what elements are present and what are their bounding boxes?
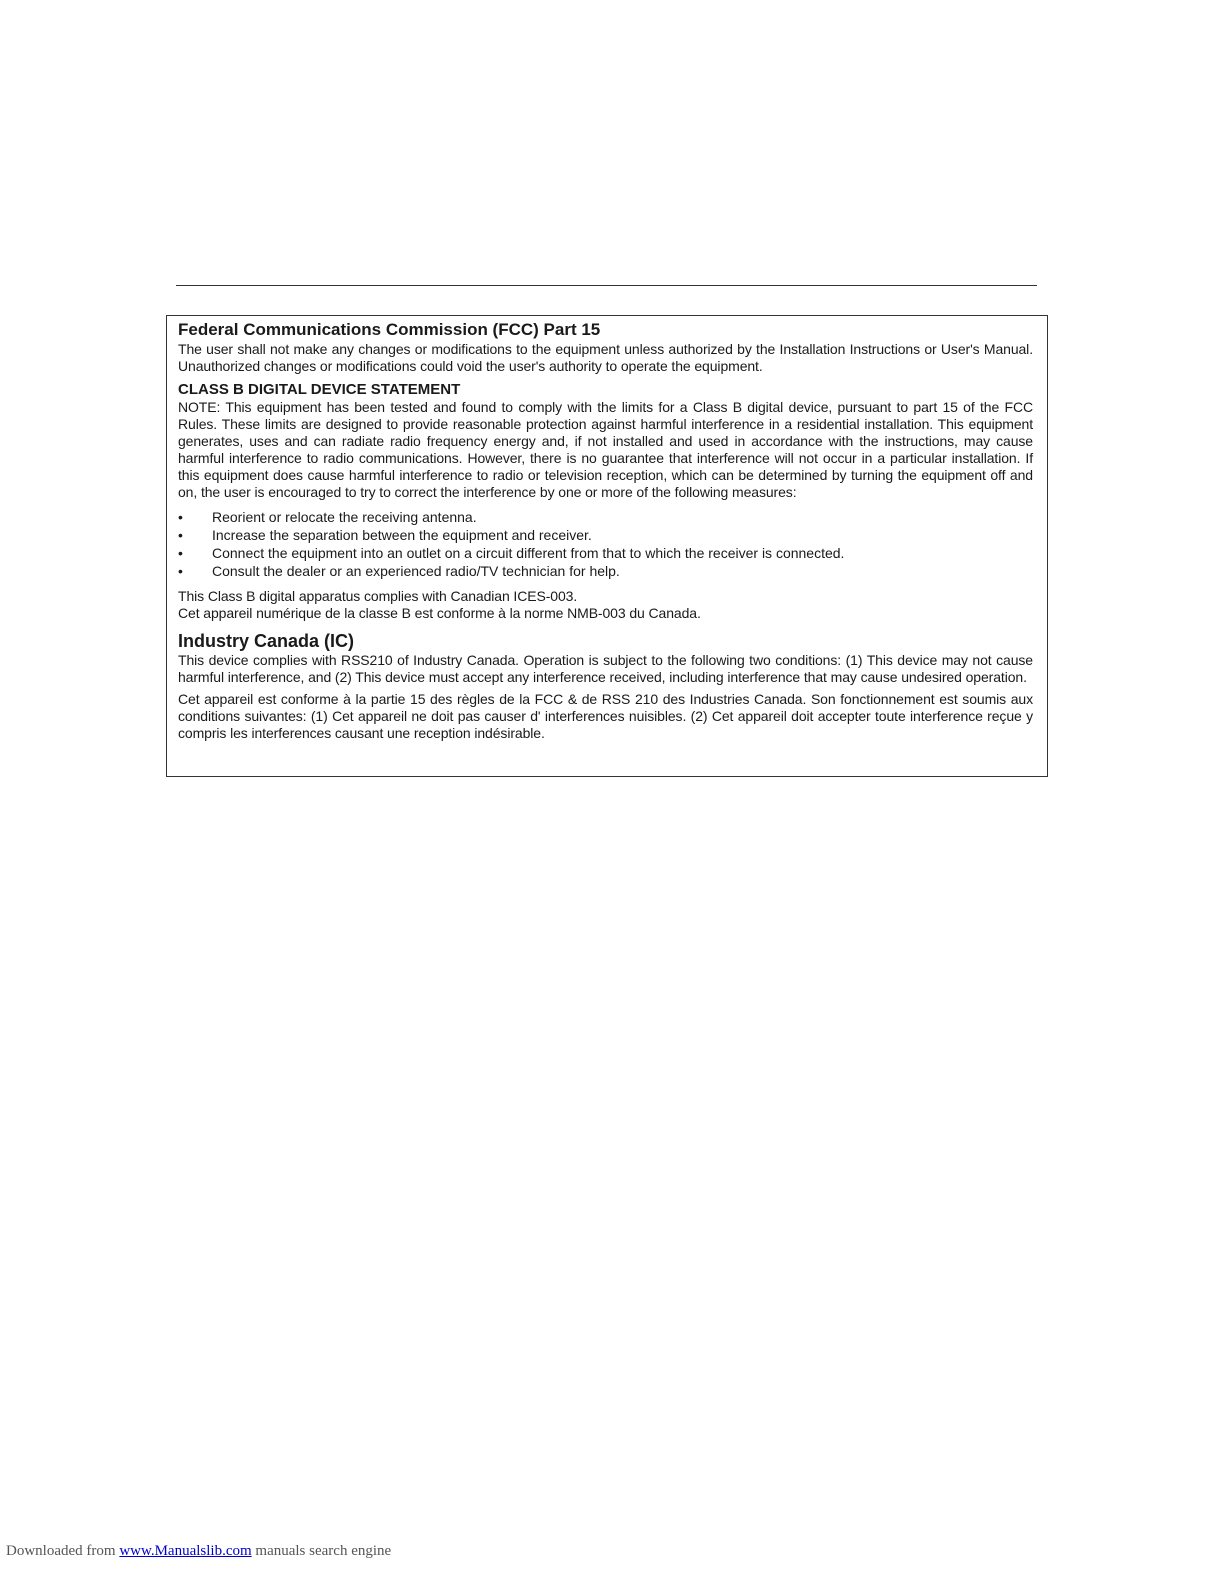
list-item-text: Increase the separation between the equipment and receiver. [212, 527, 592, 543]
fcc-heading: Federal Communications Commission (FCC) Part 15 [178, 320, 601, 339]
bullet-icon: • [178, 509, 183, 525]
list-item [178, 544, 1033, 562]
footer-prefix: Downloaded from [6, 1543, 116, 1559]
ic-paragraph-french: Cet appareil est conforme à la partie 15 des règles de la FCC & de RSS 210 des Industries Canada. Son fonctionnement est soumis aux conditions suivantes: (1) Cet appareil ne doit pas causer d' interferences nuisibles. (2) Cet appareil doit accepter toute interference reçue y compris les interferences causant une reception indésirable. [178, 691, 1033, 741]
measures-list [178, 508, 1033, 580]
bullet-icon: • [178, 563, 183, 579]
ic-heading: Industry Canada (IC) [178, 631, 355, 651]
list-item-text: Consult the dealer or an experienced radio/TV technician for help. [212, 563, 620, 579]
fcc-paragraph: The user shall not make any changes or modifications to the equipment unless authorized by the Installation Instructions or User's Manual. Unauthorized changes or modifications could void the user's authority to operate the equipment. [178, 341, 1033, 374]
ic-paragraph-english: This device complies with RSS210 of Industry Canada. Operation is subject to the following two conditions: (1) This device may not cause harmful interference, and (2) This device must accept any interference received, including interference that may cause undesired operation. [178, 652, 1033, 685]
list-item [178, 562, 1033, 580]
canadian-nmb-statement: Cet appareil numérique de la classe B est conforme à la norme NMB-003 du Canada. [178, 605, 701, 621]
manualslib-link[interactable]: www.Manualslib.com [119, 1543, 252, 1559]
class-b-heading: CLASS B DIGITAL DEVICE STATEMENT [178, 381, 461, 398]
canadian-ices-statement: This Class B digital apparatus complies with Canadian ICES-003. [178, 588, 578, 604]
list-item-text: Connect the equipment into an outlet on a circuit different from that to which the receiver is connected. [212, 545, 845, 561]
regulatory-notice-box [166, 315, 1048, 777]
download-footer [6, 1543, 391, 1560]
list-item [178, 526, 1033, 544]
bullet-icon: • [178, 527, 183, 543]
list-item [178, 508, 1033, 526]
class-b-paragraph: NOTE: This equipment has been tested and found to comply with the limits for a Class B digital device, pursuant to part 15 of the FCC Rules. These limits are designed to provide reasonable protection against harmful interference in a residential installation. This equipment generates, uses and can radiate radio frequency energy and, if not installed and used in accordance with the instructions, may cause harmful interference to radio communications. However, there is no guarantee that interference will not occur in a particular installation. If this equipment does cause harmful interference to radio or television reception, which can be determined by turning the equipment off and on, the user is encouraged to try to correct the interference by one or more of the following measures: [178, 399, 1033, 500]
bullet-icon: • [178, 545, 183, 561]
top-divider [176, 285, 1037, 286]
footer-suffix: manuals search engine [255, 1543, 392, 1559]
list-item-text: Reorient or relocate the receiving antenna. [212, 509, 477, 525]
